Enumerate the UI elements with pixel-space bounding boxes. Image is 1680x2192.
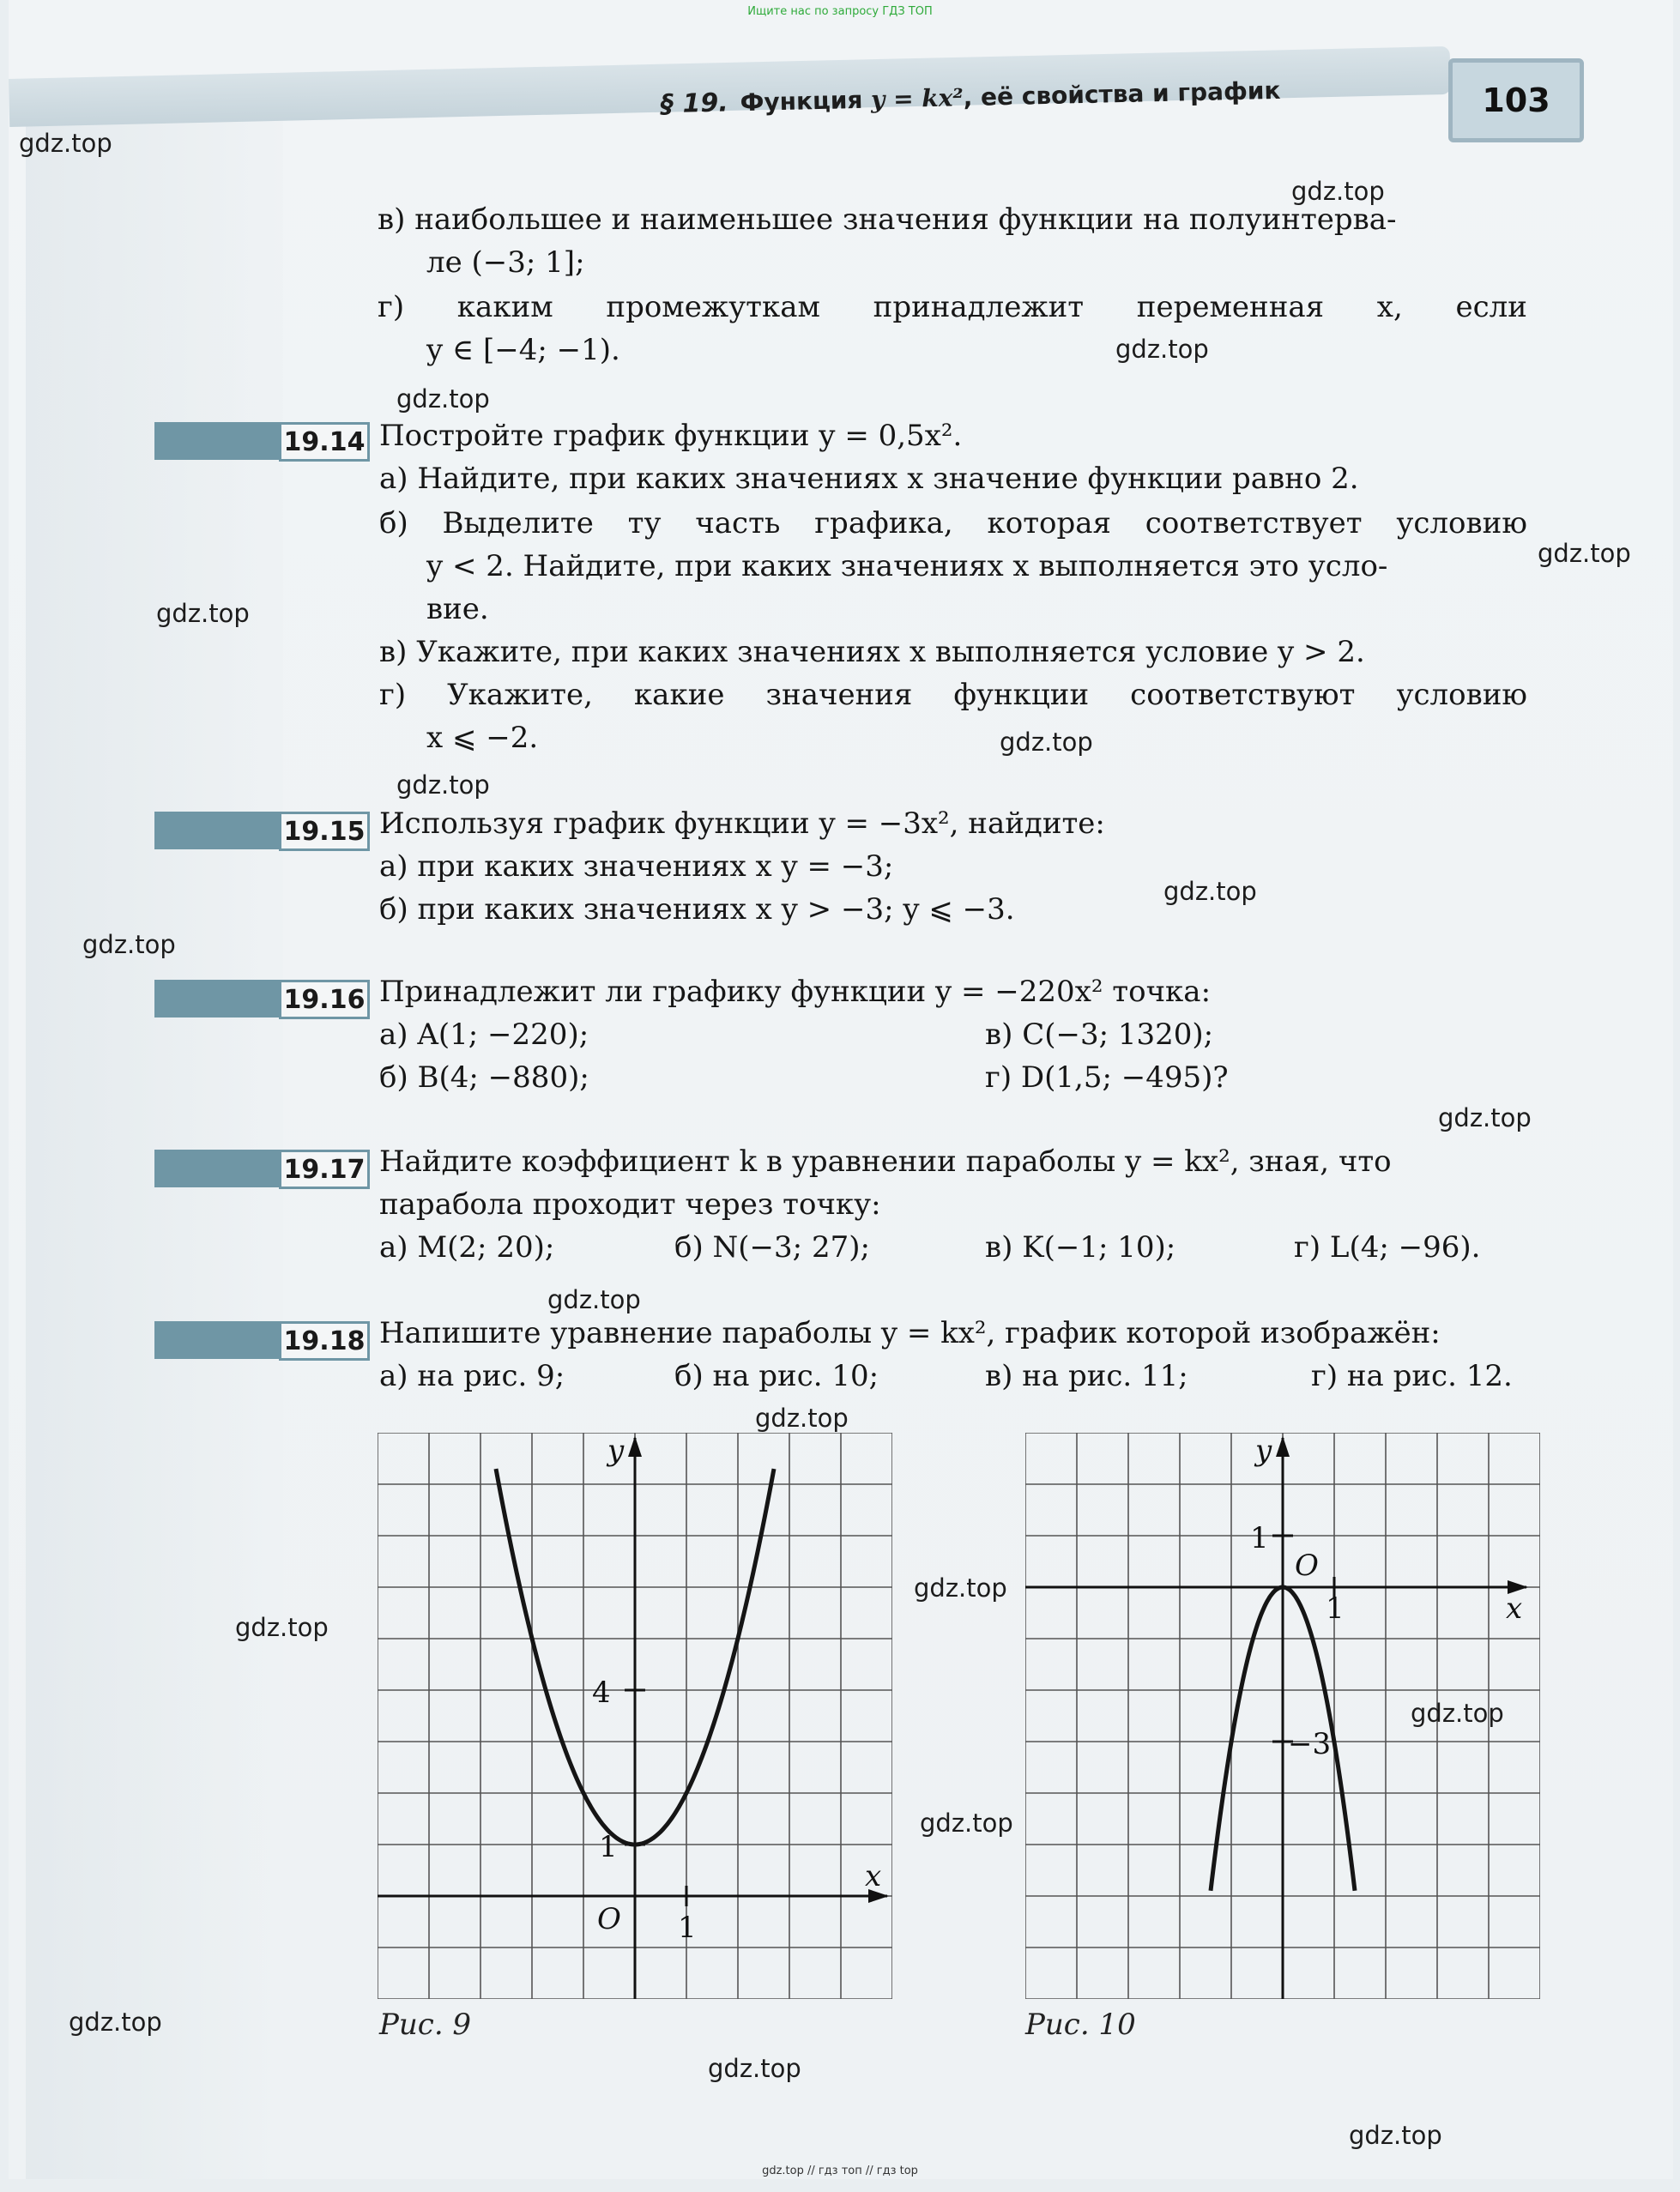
problem-number-19-16: 19.16 — [279, 980, 370, 1019]
word: условию — [1396, 506, 1527, 540]
problem-19-16-a: а) A(1; −220); — [379, 1017, 589, 1052]
word: функции — [953, 678, 1090, 712]
problem-19-17-lead: Найдите коэффициент k в уравнении параболы y = kx², зная, что — [379, 1144, 1392, 1179]
watermark: gdz.top — [235, 1613, 329, 1642]
problem-badge-bar — [154, 422, 283, 460]
problem-19-14-b-line-1 — [379, 506, 1527, 540]
problem-19-14-b-line-2: y < 2. Найдите, при каких значениях x выполняется это усло- — [426, 549, 1388, 583]
word: соответствуют — [1130, 678, 1356, 712]
word: каким — [456, 290, 553, 324]
watermark: gdz.top — [708, 2054, 801, 2083]
prev-item-c-line-1: в) наибольшее и наименьшее значения функции на полуинтерва- — [378, 202, 1397, 237]
prev-item-d-line-2: y ∈ [−4; −1). — [426, 333, 620, 367]
word: значения — [765, 678, 913, 712]
word: б) — [379, 506, 408, 540]
problem-number-19-18: 19.18 — [279, 1321, 370, 1361]
problem-19-14-d-line-1 — [379, 678, 1527, 712]
problem-19-18-lead: Напишите уравнение параболы y = kx², график которой изображён: — [379, 1316, 1441, 1350]
problem-19-17-d: г) L(4; −96). — [1294, 1230, 1481, 1265]
tick-label-y-4: 4 — [592, 1676, 611, 1710]
problem-number-19-17: 19.17 — [279, 1150, 370, 1189]
word: соответствует — [1145, 506, 1363, 540]
tick-label-y-1: 1 — [599, 1830, 618, 1864]
problem-19-18-c: в) на рис. 11; — [985, 1359, 1188, 1393]
problem-19-16-lead: Принадлежит ли графику функции y = −220x² точка: — [379, 975, 1212, 1009]
title-suffix: , её свойства и график — [963, 75, 1281, 112]
watermark: gdz.top — [1291, 177, 1385, 206]
watermark: gdz.top — [1438, 1103, 1532, 1132]
title-formula: y = kx² — [870, 83, 964, 114]
watermark: gdz.top — [914, 1573, 1007, 1603]
watermark: gdz.top — [396, 384, 490, 414]
top-note: Ищите нас по запросу ГДЗ ТОП — [747, 5, 933, 18]
problem-19-18-a: а) на рис. 9; — [379, 1359, 565, 1393]
word: ту — [627, 506, 662, 540]
watermark: gdz.top — [156, 599, 250, 628]
problem-badge-bar — [154, 980, 283, 1017]
problem-19-16-b: б) B(4; −880); — [379, 1060, 589, 1095]
problem-19-14-c: в) Укажите, при каких значениях x выполняется условие y > 2. — [379, 635, 1365, 669]
word: какие — [633, 678, 725, 712]
prev-item-d-line-1 — [378, 290, 1527, 324]
problem-19-17-b: б) N(−3; 27); — [674, 1230, 870, 1265]
problem-19-17-a: а) M(2; 20); — [379, 1230, 555, 1265]
problem-19-16-c: в) C(−3; 1320); — [985, 1017, 1214, 1052]
watermark: gdz.top — [755, 1404, 849, 1433]
watermark: gdz.top — [1000, 728, 1093, 757]
y-axis-label: y — [1255, 1434, 1272, 1468]
word: которая — [987, 506, 1111, 540]
watermark: gdz.top — [1115, 335, 1209, 364]
watermark: gdz.top — [1538, 539, 1631, 568]
origin-label: O — [597, 1902, 621, 1936]
problem-19-14-d-line-2: x ⩽ −2. — [426, 721, 539, 755]
problem-badge-bar — [154, 1321, 283, 1359]
word: условию — [1396, 678, 1527, 712]
tick-label-x-1: 1 — [1326, 1591, 1345, 1626]
figure-10-caption: Рис. 10 — [1025, 2008, 1136, 2042]
problem-badge-bar — [154, 1150, 283, 1187]
problem-19-14-lead: Постройте график функции y = 0,5x². — [379, 419, 963, 453]
x-axis-label: x — [1506, 1591, 1523, 1626]
word: часть — [695, 506, 781, 540]
problem-19-14-b-line-3: вие. — [426, 592, 489, 626]
x-axis-label: x — [865, 1859, 882, 1893]
watermark: gdz.top — [69, 2008, 162, 2037]
y-axis-arrow-icon — [1276, 1436, 1290, 1457]
title-prefix: Функция — [740, 85, 872, 118]
problem-19-16-d: г) D(1,5; −495)? — [985, 1060, 1229, 1095]
problem-19-17-c: в) K(−1; 10); — [985, 1230, 1176, 1265]
tick-label-x-1: 1 — [678, 1911, 697, 1945]
problem-19-14-a: а) Найдите, при каких значениях x значение функции равно 2. — [379, 462, 1359, 496]
word: Выделите — [442, 506, 594, 540]
problem-19-15-a: а) при каких значениях x y = −3; — [379, 849, 894, 884]
figure-9-graph — [378, 1433, 892, 1999]
word: x, — [1376, 290, 1403, 324]
problem-number-19-15: 19.15 — [279, 812, 370, 851]
watermark: gdz.top — [396, 770, 490, 800]
watermark: gdz.top — [1411, 1699, 1504, 1728]
figure-9-caption: Рис. 9 — [379, 2008, 472, 2042]
word: г) — [378, 290, 405, 324]
origin-label: O — [1295, 1549, 1319, 1583]
problem-badge-bar — [154, 812, 283, 849]
problem-number-19-14: 19.14 — [279, 422, 370, 462]
word: Укажите, — [447, 678, 593, 712]
tick-label-y-1: 1 — [1250, 1521, 1269, 1555]
watermark: gdz.top — [1163, 877, 1257, 906]
watermark: gdz.top — [1349, 2121, 1442, 2150]
watermark: gdz.top — [82, 930, 176, 959]
watermark: gdz.top — [19, 129, 112, 158]
section-number: § 19. — [660, 88, 729, 120]
problem-19-18-b: б) на рис. 10; — [674, 1359, 879, 1393]
watermark: gdz.top — [920, 1809, 1013, 1838]
y-axis-label: y — [607, 1434, 625, 1468]
word: промежуткам — [606, 290, 820, 324]
y-axis-arrow-icon — [628, 1436, 642, 1457]
word: г) — [379, 678, 407, 712]
problem-19-15-lead: Используя график функции y = −3x², найдите: — [379, 806, 1105, 841]
watermark: gdz.top — [547, 1285, 641, 1314]
word: принадлежит — [873, 290, 1085, 324]
page-number: 103 — [1448, 58, 1584, 142]
word: если — [1455, 290, 1527, 324]
problem-19-17-lead-2: парабола проходит через точку: — [379, 1187, 881, 1222]
prev-item-c-line-2: ле (−3; 1]; — [426, 245, 585, 280]
word: переменная — [1136, 290, 1325, 324]
bottom-note: gdz.top // гдз топ // гдз top — [762, 2165, 918, 2177]
problem-19-18-d: г) на рис. 12. — [1311, 1359, 1513, 1393]
problem-19-15-b: б) при каких значениях x y > −3; y ⩽ −3. — [379, 892, 1015, 927]
word: графика, — [814, 506, 953, 540]
tick-label-y-minus-3: −3 — [1288, 1727, 1332, 1761]
